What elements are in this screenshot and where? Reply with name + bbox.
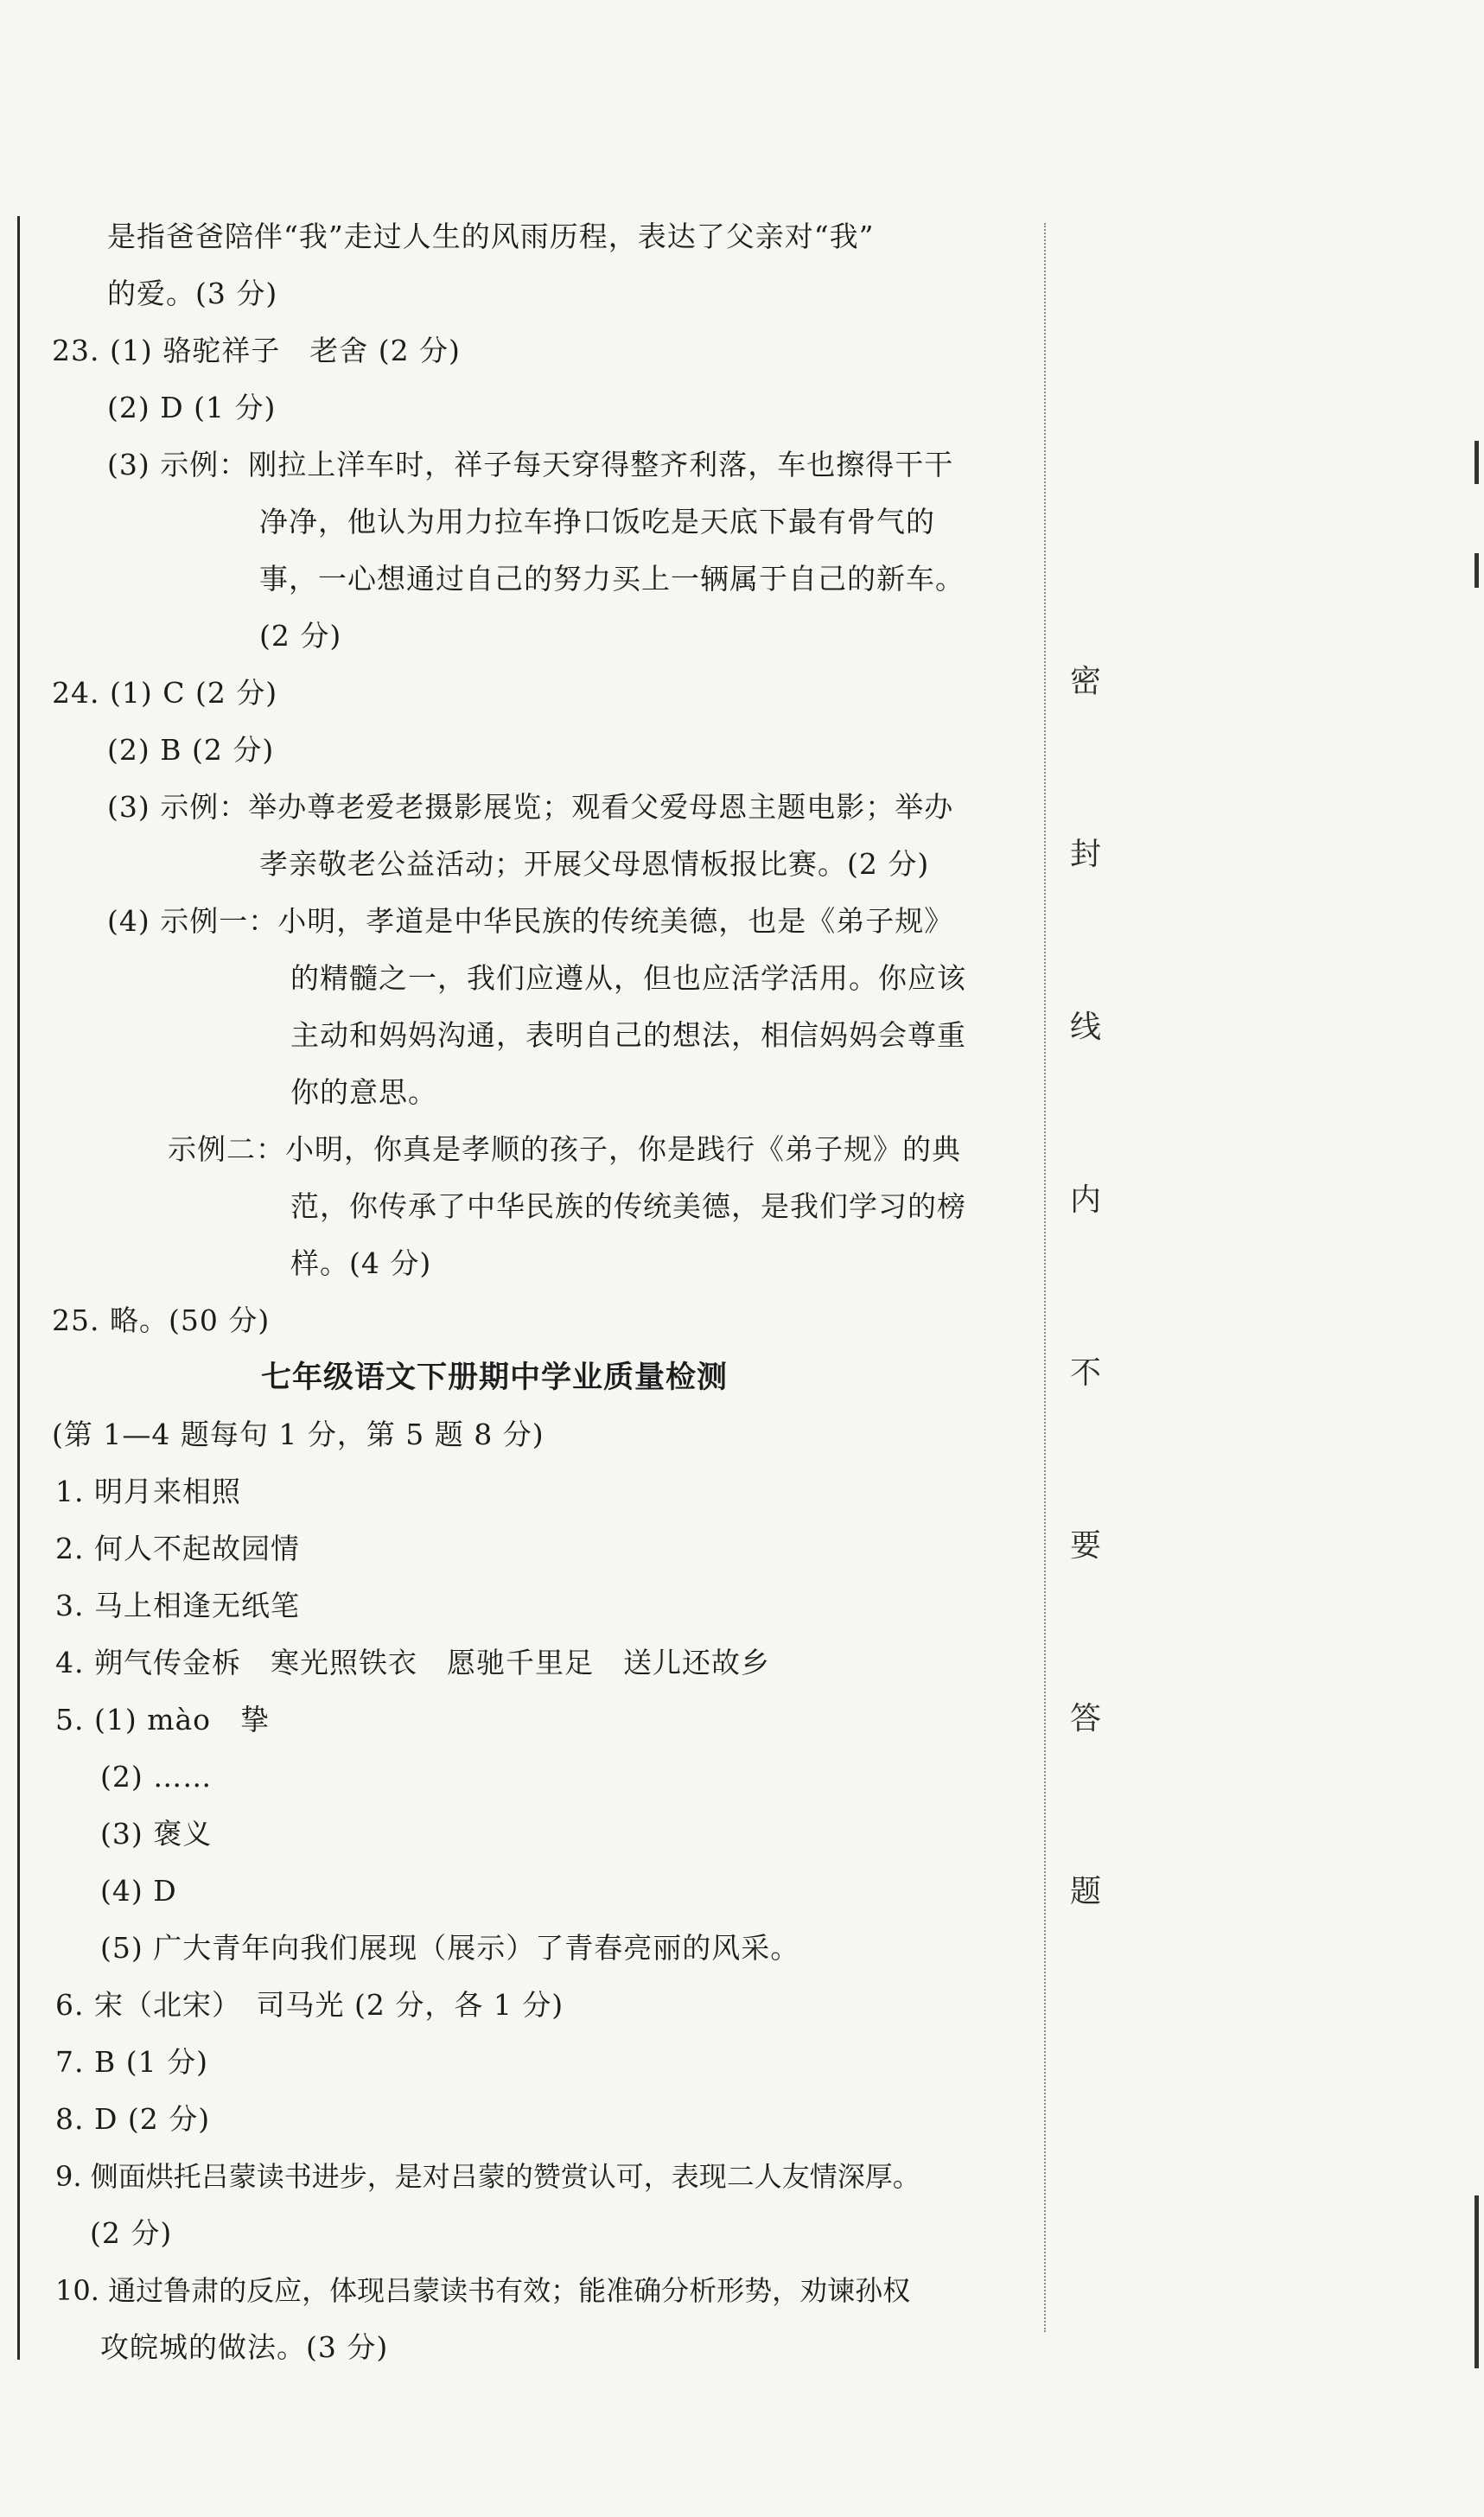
- seal-char: 封: [1069, 837, 1101, 872]
- answer-line: (4) 示例一：小明，孝道是中华民族的传统美德，也是《弟子规》: [107, 904, 954, 938]
- answer-line: 5. (1) mào 挚: [55, 1703, 271, 1736]
- answer-line: 3. 马上相逢无纸笔: [55, 1589, 300, 1622]
- answer-line: 9. 侧面烘托吕蒙读书进步，是对吕蒙的赞赏认可，表现二人友情深厚。: [55, 2160, 920, 2193]
- answer-line: (2) D (1 分): [107, 391, 277, 424]
- answer-line: 你的意思。: [290, 1075, 437, 1109]
- seal-char: 题: [1069, 1874, 1101, 1909]
- answer-line: 净净，他认为用力拉车挣口饭吃是天底下最有骨气的: [259, 505, 935, 538]
- answer-line: (4) D: [100, 1874, 177, 1908]
- answer-line: 25. 略。(50 分): [52, 1303, 271, 1337]
- answer-line: 攻皖城的做法。(3 分): [100, 2330, 389, 2364]
- page-edge-line: [17, 216, 20, 2360]
- answer-line: (3) 示例：举办尊老爱老摄影展览；观看父爱母恩主题电影；举办: [107, 790, 954, 824]
- answer-line: 示例二：小明，你真是孝顺的孩子，你是践行《弟子规》的典: [168, 1132, 961, 1166]
- answer-line: 孝亲敬老公益活动；开展父母恩情板报比赛。(2 分): [259, 847, 930, 881]
- answer-line: 10. 通过鲁肃的反应，体现吕蒙读书有效；能准确分析形势，劝谏孙权: [55, 2274, 911, 2307]
- seal-char: 答: [1069, 1701, 1101, 1736]
- section-title: 七年级语文下册期中学业质量检测: [261, 1360, 729, 1395]
- answer-line: 事，一心想通过自己的努力买上一辆属于自己的新车。: [259, 562, 965, 596]
- seal-char: 密: [1069, 664, 1101, 699]
- seal-char: 内: [1069, 1182, 1101, 1218]
- answer-line: (2) ……: [100, 1760, 213, 1794]
- answer-line: 7. B (1 分): [55, 2045, 208, 2079]
- answer-line: (5) 广大青年向我们展现（展示）了青春亮丽的风采。: [100, 1931, 800, 1965]
- seal-char: 线: [1069, 1010, 1101, 1045]
- answer-line: 2. 何人不起故园情: [55, 1532, 300, 1565]
- scan-edge-mark: [1474, 2195, 1479, 2368]
- answer-line: 的精髓之一，我们应遵从，但也应活学活用。你应该: [290, 961, 966, 995]
- answer-line: 24. (1) C (2 分): [52, 676, 278, 710]
- answer-line: 主动和妈妈沟通，表明自己的想法，相信妈妈会尊重: [290, 1018, 966, 1052]
- answer-line: (2) B (2 分): [107, 733, 275, 767]
- answer-line: 是指爸爸陪伴“我”走过人生的风雨历程，表达了父亲对“我”: [107, 220, 875, 253]
- answer-line: 6. 宋（北宋） 司马光 (2 分，各 1 分): [55, 1988, 564, 2022]
- answer-line: 8. D (2 分): [55, 2102, 211, 2136]
- answer-line: (第 1—4 题每句 1 分，第 5 题 8 分): [52, 1418, 545, 1451]
- answer-line: 1. 明月来相照: [55, 1475, 241, 1508]
- answer-line: (3) 示例：刚拉上洋车时，祥子每天穿得整齐利落，车也擦得干干: [107, 448, 954, 481]
- answer-line: (3) 褒义: [100, 1817, 213, 1851]
- answer-line: 的爱。(3 分): [107, 277, 278, 310]
- seal-char: 不: [1069, 1355, 1101, 1391]
- answer-line: 4. 朔气传金柝 寒光照铁衣 愿驰千里足 送儿还故乡: [55, 1646, 770, 1679]
- seal-char: 要: [1069, 1528, 1101, 1564]
- scan-edge-mark: [1474, 441, 1479, 484]
- seal-dotted-line: [1044, 223, 1046, 2332]
- answer-line: 样。(4 分): [290, 1246, 432, 1280]
- answer-line: (2 分): [90, 2216, 173, 2250]
- answer-line: 23. (1) 骆驼祥子 老舍 (2 分): [52, 334, 461, 367]
- scan-edge-mark: [1474, 553, 1479, 588]
- answer-line: (2 分): [259, 619, 342, 653]
- answer-line: 范，你传承了中华民族的传统美德，是我们学习的榜: [290, 1189, 966, 1223]
